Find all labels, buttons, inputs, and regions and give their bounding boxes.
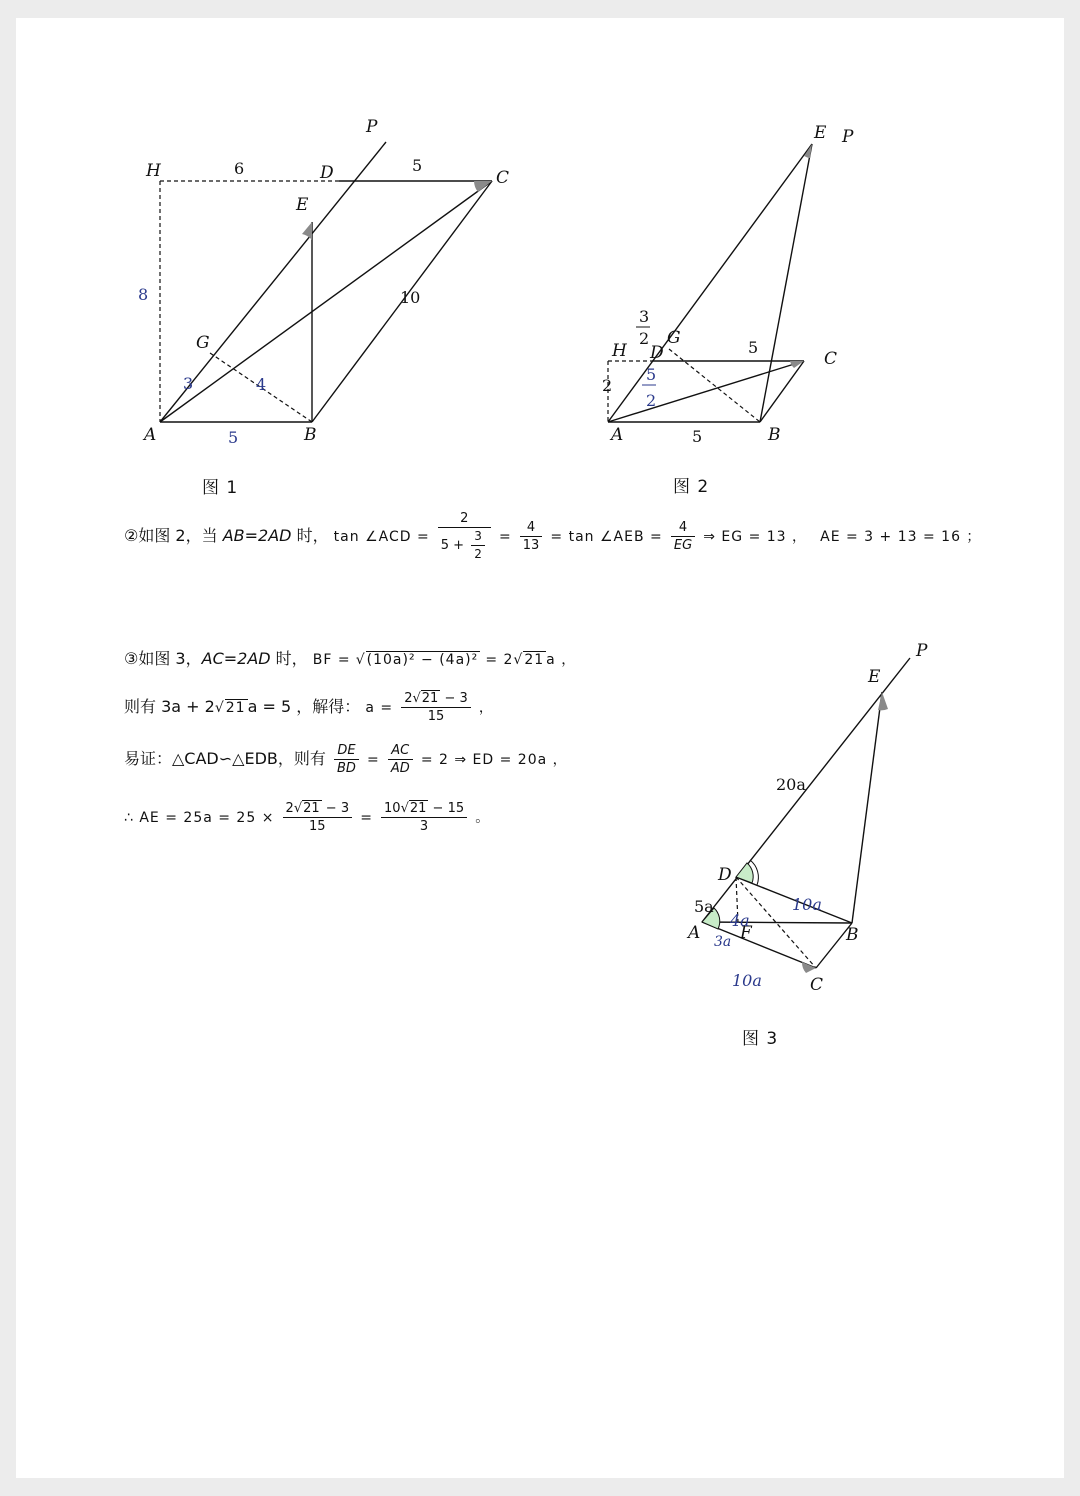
fig2-len-ah: 2 (602, 376, 613, 395)
case3-l2-frac (401, 690, 471, 725)
case2-tan1: tan ∠ACD = (333, 529, 430, 545)
case3-l4-f1-num-rad: 21 (303, 801, 320, 816)
fig3-len-af: 3a (714, 934, 732, 950)
fig3-len-de: 20a (776, 775, 806, 794)
fig1-label-b: B (304, 425, 317, 445)
fig1-label-g: G (196, 333, 210, 353)
case3-l4-frac2 (381, 800, 467, 835)
fig2-len-dc: 5 (748, 338, 759, 357)
case3-l1-eq: = 2 (485, 652, 514, 668)
case2-frac1-den-a: 5 + (440, 538, 469, 553)
case3-l4-prefix: ∴ AE = 25a = 25 × (124, 810, 275, 826)
case3-l3-frac2 (388, 742, 413, 777)
fig3-label-b: B (846, 925, 859, 945)
case3-l1-end: a ， (546, 652, 577, 668)
figure-3 (656, 618, 986, 1038)
fig1-label-h: H (146, 161, 161, 181)
fig2-len-hg-den: 2 (639, 329, 650, 348)
fig1-len-bc: 10 (400, 288, 421, 307)
case2-tan2: = tan ∠AEB = (550, 529, 663, 545)
case3-l3-end: = 2 ⇒ ED = 20a ， (420, 752, 568, 768)
fig2-label-e: E (814, 123, 827, 143)
case2-cond: AB=2AD (222, 526, 292, 545)
case3-l4-f1-num-a: 2 (285, 801, 294, 816)
fig1-len-gb: 4 (256, 375, 267, 394)
case3-l1-rad2: 21 (524, 652, 545, 668)
fig3-label-p: P (916, 641, 928, 661)
case3-l2-num-a: 2 (404, 691, 413, 706)
fig2-len-ad-num: 5 (646, 365, 657, 384)
fig3-label-e: E (868, 667, 881, 687)
fig2-len-ad-den: 2 (646, 391, 657, 410)
fig2-line-eb (760, 144, 812, 422)
document-page (16, 18, 1064, 1478)
fig2-label-d: D (650, 343, 664, 363)
fig2-label-a: A (611, 425, 624, 445)
case2-frac1-num: 2 (438, 510, 491, 528)
case3-l2-prefix: 则有 3a + 2 (124, 697, 215, 716)
case3-l1-prefix: ③如图 3， (124, 649, 202, 668)
case3-l1-when: 时， (270, 649, 308, 668)
case3-l2-end: ， (478, 700, 494, 716)
case3-l1-sqrt-sign: √ (355, 652, 366, 668)
fig2-label-b: B (768, 425, 781, 445)
fig1-len-hd: 6 (234, 159, 245, 178)
case3-l4-frac1-num: 2√21 − 3 (283, 800, 353, 818)
fig3-label-d: D (718, 865, 732, 885)
case2-frac2 (520, 519, 543, 554)
case2-frac1-sub (471, 528, 485, 563)
fig3-len-ad: 5a (694, 897, 714, 916)
case2-eq1: = (498, 529, 512, 545)
figure-1 (16, 18, 536, 488)
fig3-line-ab (702, 922, 852, 923)
fig2-label-c: C (824, 349, 838, 369)
case3-l3-frac1 (334, 742, 359, 777)
fig2-line-ae (608, 144, 812, 422)
fig1-angle-c (474, 181, 492, 192)
case3-l1-cond: AC=2AD (201, 649, 271, 668)
case2-frac3-num: 4 (671, 519, 695, 537)
fig3-len-db: 10a (792, 895, 822, 914)
fig1-caption: 图 1 (202, 478, 239, 498)
fig2-label-g: G (667, 328, 681, 348)
case3-l4-f2-num-b: − 15 (428, 801, 465, 816)
fig3-angle-e (878, 692, 888, 710)
fig1-label-a: A (144, 425, 157, 445)
case2-frac1 (438, 510, 491, 563)
case2-frac1-den (438, 528, 491, 563)
case2-frac2-den: 13 (522, 538, 540, 553)
case3-line-3 (124, 742, 568, 777)
case3-line-4 (124, 800, 490, 835)
fig3-angle-c (802, 962, 816, 973)
case3-l4-frac2-den: 3 (419, 819, 429, 834)
case3-l2-num-rad: 21 (421, 691, 439, 706)
case3-l1-rad: (10a)² − (4a)² (366, 652, 479, 668)
case3-line-2 (124, 690, 494, 725)
fig2-line-ac (608, 361, 804, 422)
case2-frac3 (671, 519, 695, 554)
fig2-len-hg-num: 3 (639, 307, 650, 326)
fig2-label-h: H (612, 341, 627, 361)
fig3-line-ap (702, 658, 910, 922)
case3-l4-frac1 (283, 800, 353, 835)
fig2-line-bc (760, 361, 804, 422)
fig3-len-df: 4a (730, 911, 750, 930)
case3-l3-frac2-num: AC (388, 742, 413, 760)
case2-frac1-sub-den: 2 (474, 547, 482, 561)
fig1-len-dc: 5 (412, 156, 423, 175)
case2-frac3-den: EG (673, 538, 693, 553)
case3-l2-a: a = (365, 700, 394, 716)
case3-l3-eq: = (367, 752, 380, 768)
case2-result: ⇒ EG = 13 ， (703, 529, 808, 545)
fig3-len-ac: 10a (732, 971, 762, 990)
case3-l3-frac1-num: DE (334, 742, 359, 760)
case3-l2-frac-den: 15 (427, 709, 445, 724)
case3-l2-sqrt-sign: √ (214, 700, 225, 716)
case3-l2-frac-num: 2√21 − 3 (401, 690, 471, 708)
case2-frac2-num: 4 (520, 519, 543, 537)
fig3-label-f: F (740, 923, 752, 943)
case3-l3-frac1-den: BD (336, 761, 356, 776)
fig2-angle-e (804, 144, 812, 158)
fig1-len-ag: 3 (183, 374, 194, 393)
fig1-label-p: P (366, 117, 378, 137)
fig3-label-c: C (810, 975, 824, 995)
fig1-label-c: C (496, 168, 510, 188)
case3-l4-f2-num-rad: 21 (409, 801, 427, 816)
fig3-label-a: A (688, 923, 701, 943)
case3-l4-frac1-den: 15 (309, 819, 326, 834)
figure-2 (556, 18, 1056, 488)
fig1-len-ah: 8 (138, 285, 149, 304)
case3-l2-num-b: − 3 (440, 691, 468, 706)
case3-l4-end: 。 (475, 810, 491, 826)
case3-l2-mid: a = 5 ，解得： (247, 697, 361, 716)
fig3-caption: 图 3 (742, 1029, 779, 1049)
case2-ae: AE = 3 + 13 = 16 ； (820, 529, 982, 545)
fig2-caption: 图 2 (673, 477, 710, 497)
case3-line-1 (124, 646, 576, 669)
case3-l1-bf: BF = (312, 652, 351, 668)
case3-l3-frac2-den: AD (390, 761, 410, 776)
case2-when: 时， (291, 526, 329, 545)
case3-l1-sqrt-sign2: √ (513, 652, 524, 668)
case3-l4-f2-num-a: 10 (384, 801, 401, 816)
case2-prefix: ②如图 2，当 (124, 526, 223, 545)
case3-l4-frac2-num: 10√21 − 15 (381, 800, 467, 818)
case3-l3-prefix: 易证：△CAD∽△EDB，则有 (124, 749, 326, 768)
case3-l2-rad: 21 (225, 700, 246, 716)
fig1-label-d: D (320, 163, 334, 183)
case2-line (124, 510, 981, 563)
fig1-label-e: E (296, 195, 309, 215)
case3-l4-eq: = (360, 810, 373, 826)
case2-frac1-sub-num: 3 (471, 528, 485, 546)
case3-l4-f1-num-b: − 3 (321, 801, 350, 816)
fig2-len-ab: 5 (692, 427, 703, 446)
fig2-line-gb (669, 349, 760, 422)
fig1-len-ab: 5 (228, 428, 239, 447)
fig2-label-p: P (842, 127, 854, 147)
fig1-angle-e (302, 222, 312, 240)
